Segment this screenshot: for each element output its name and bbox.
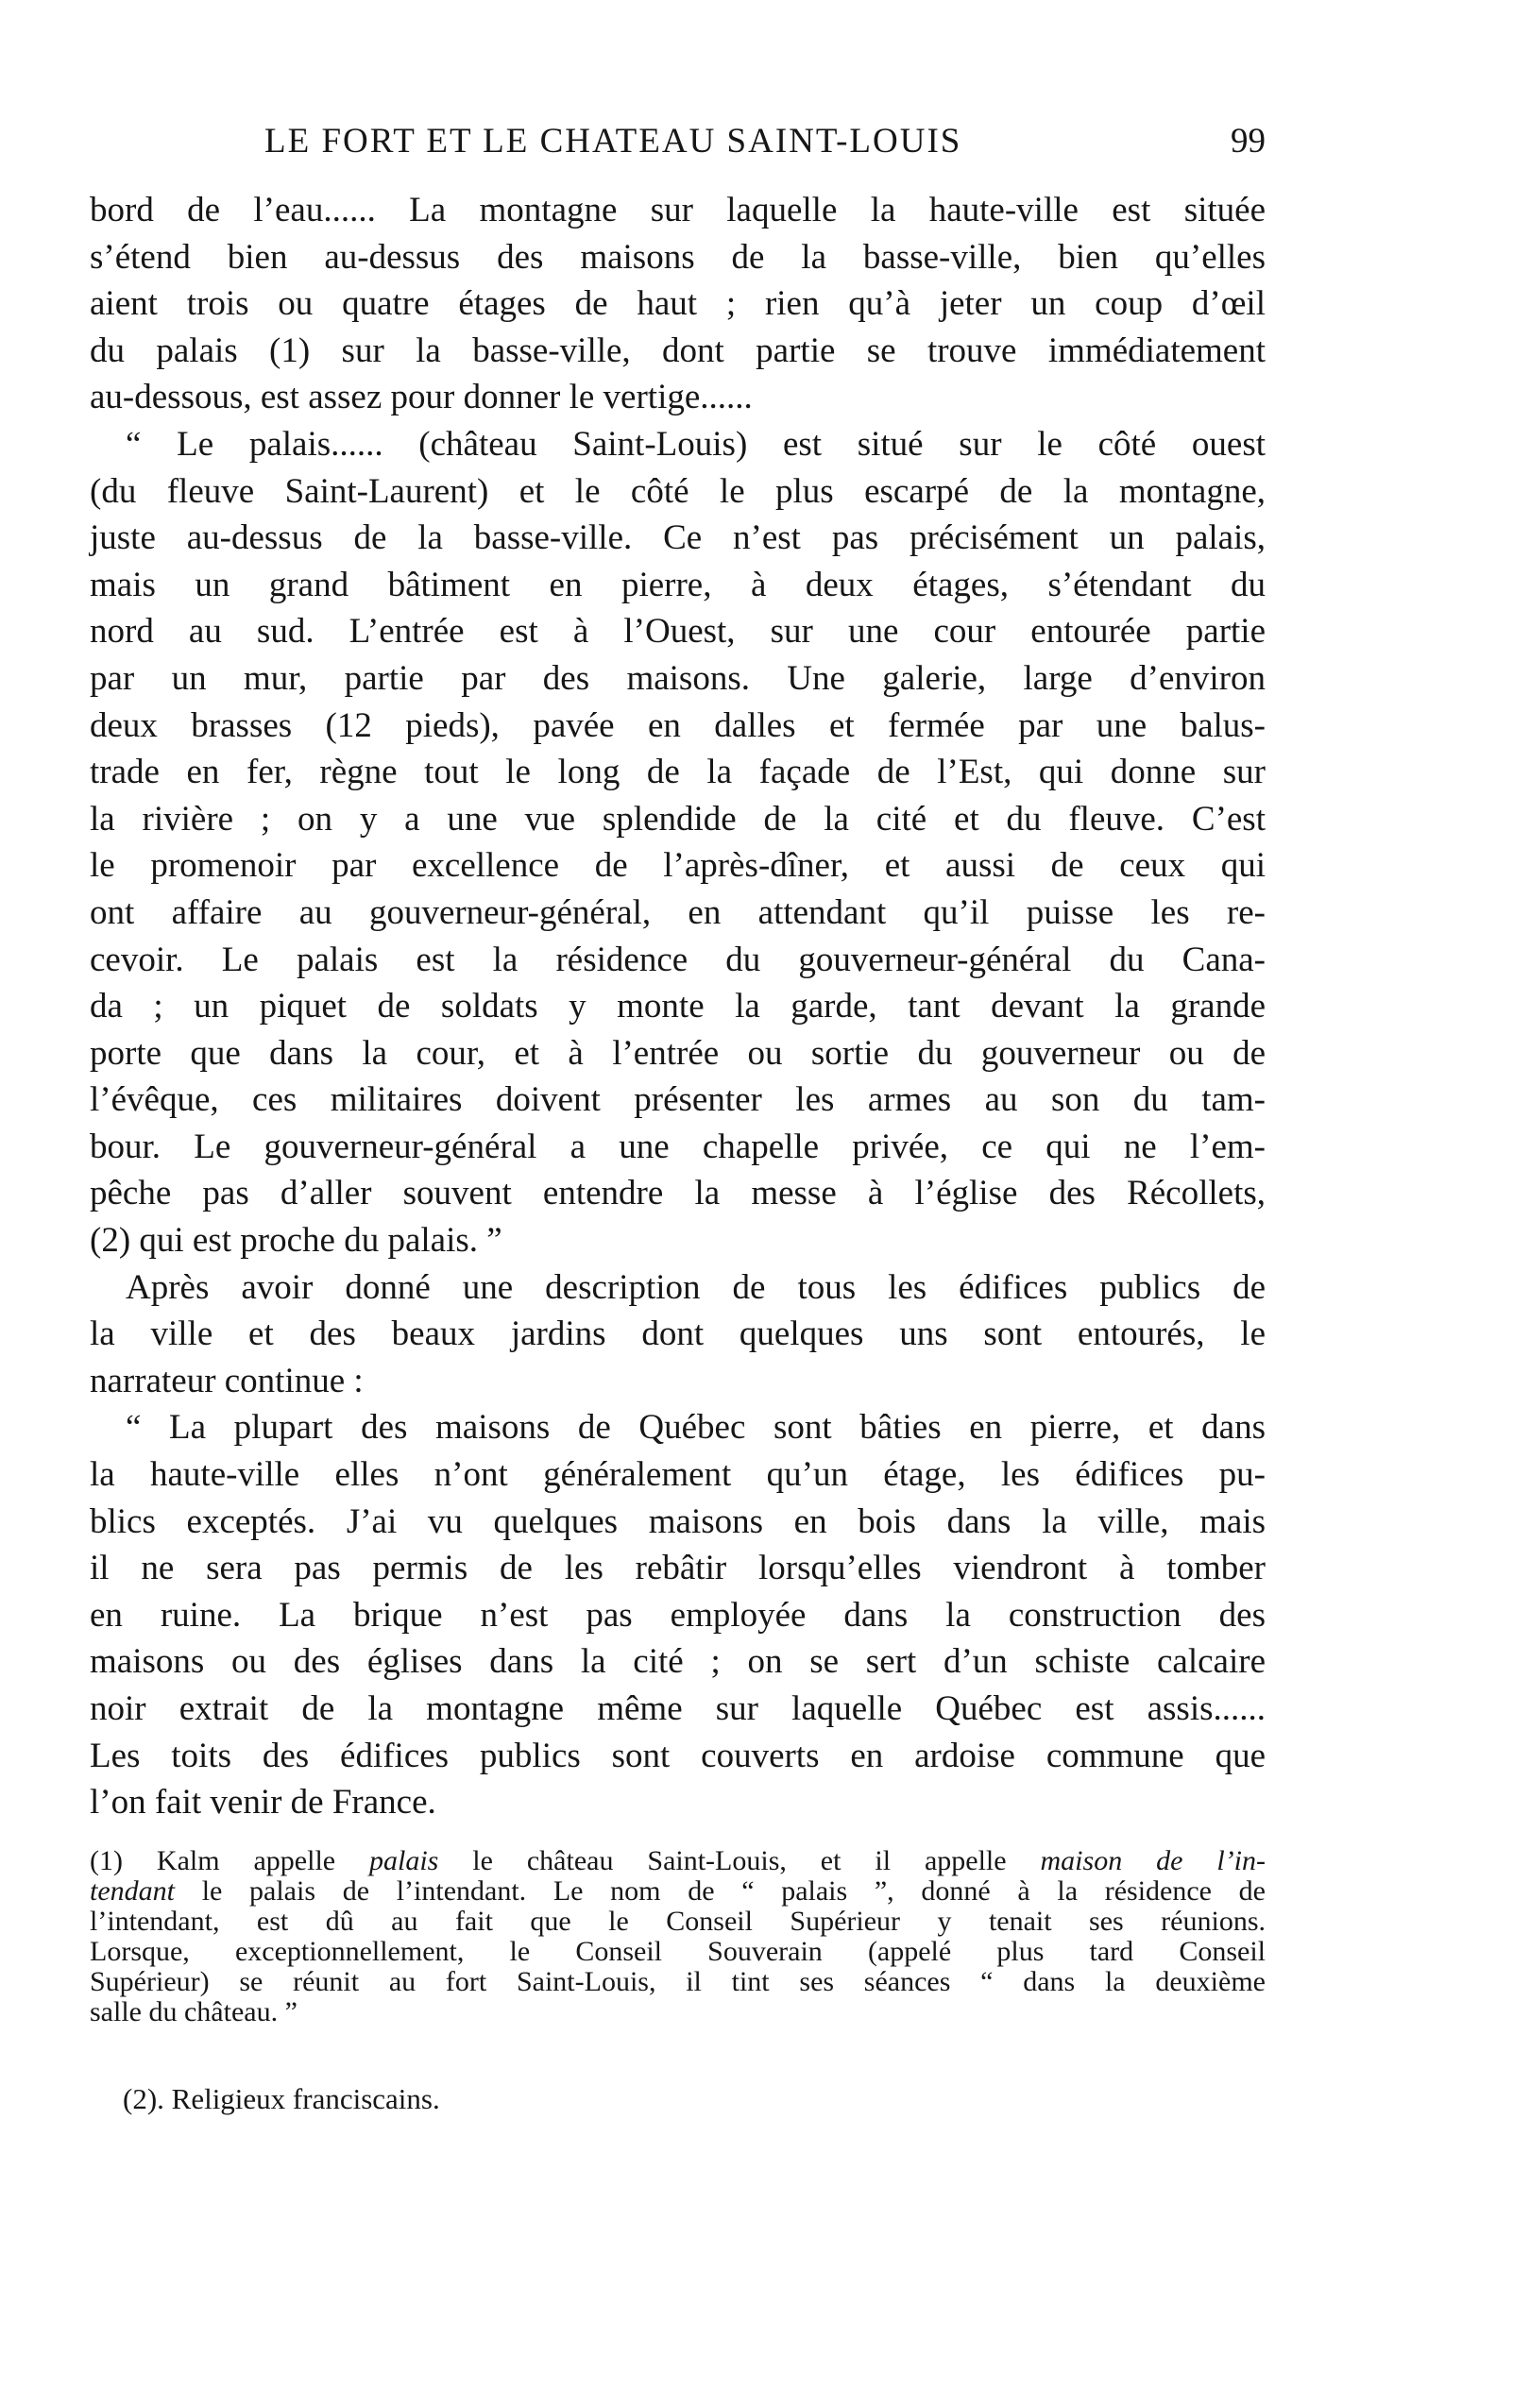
- text-line: noir extrait de la montagne même sur laquelle Québec est assis......: [90, 1689, 1266, 1728]
- text-line: “ La plupart des maisons de Québec sont bâties en pierre, et dans: [126, 1408, 1266, 1448]
- text-line: da ; un piquet de soldats y monte la garde, tant devant la grande: [90, 987, 1266, 1026]
- footnote-1-line: [90, 1876, 1266, 1907]
- running-head: [264, 121, 1266, 168]
- running-title: LE FORT ET LE CHATEAU SAINT-LOUIS: [264, 122, 962, 161]
- footnote-1-line: Supérieur) se réunit au fort Saint-Louis, il tint ses séances “ dans la deuxième: [90, 1966, 1266, 1997]
- text-line: “ Le palais...... (château Saint-Louis) est situé sur le côté ouest: [126, 424, 1266, 464]
- footnotes: [90, 1846, 1266, 2027]
- text-line: porte que dans la cour, et à l’entrée ou sortie du gouverneur ou de: [90, 1033, 1266, 1073]
- text-line: blics exceptés. J’ai vu quelques maisons en bois dans la ville, mais: [90, 1501, 1266, 1541]
- text-line: il ne sera pas permis de les rebâtir lorsqu’elles viendront à tomber: [90, 1549, 1266, 1588]
- text-line: (2) qui est proche du palais. ”: [90, 1221, 502, 1261]
- text-line: du palais (1) sur la basse-ville, dont partie se trouve immédiatement: [90, 331, 1266, 370]
- text-line: (du fleuve Saint-Laurent) et le côté le plus escarpé de la montagne,: [90, 471, 1266, 511]
- footnote-2: (2). Religieux franciscains.: [123, 2082, 440, 2115]
- text-line: la haute-ville elles n’ont généralement qu’un étage, les édifices pu-: [90, 1455, 1266, 1495]
- text-line: maisons ou des églises dans la cité ; on se sert d’un schiste calcaire: [90, 1642, 1266, 1682]
- footnote-text: le palais de l’intendant. Le nom de “ palais ”, donné à la résidence de: [175, 1875, 1266, 1907]
- text-line: pêche pas d’aller souvent entendre la messe à l’église des Récollets,: [90, 1174, 1266, 1213]
- text-line: le promenoir par excellence de l’après-dîner, et aussi de ceux qui: [90, 846, 1266, 886]
- text-line: au-dessous, est assez pour donner le vertige......: [90, 378, 753, 417]
- text-line: l’on fait venir de France.: [90, 1783, 436, 1823]
- text-line: nord au sud. L’entrée est à l’Ouest, sur une cour entourée partie: [90, 612, 1266, 652]
- text-line: bour. Le gouverneur-général a une chapelle privée, ce qui ne l’em-: [90, 1127, 1266, 1166]
- footnote-italic-text: tendant: [90, 1875, 175, 1907]
- footnote-1-line: [90, 1846, 1266, 1876]
- footnote-1-line: Lorsque, exceptionnellement, le Conseil Souverain (appelé plus tard Conseil: [90, 1936, 1266, 1967]
- text-line: bord de l’eau...... La montagne sur laquelle la haute-ville est située: [90, 191, 1266, 229]
- text-line: deux brasses (12 pieds), pavée en dalles et fermée par une balus-: [90, 705, 1266, 745]
- text-line: s’étend bien au-dessus des maisons de la basse-ville, bien qu’elles: [90, 237, 1266, 277]
- text-line: l’évêque, ces militaires doivent présenter les armes au son du tam-: [90, 1080, 1266, 1120]
- text-line: aient trois ou quatre étages de haut ; rien qu’à jeter un coup d’œil: [90, 284, 1266, 324]
- footnote-italic-text: palais: [369, 1845, 439, 1876]
- footnote-1-line: salle du château. ”: [90, 1996, 298, 2027]
- text-line: par un mur, partie par des maisons. Une galerie, large d’environ: [90, 658, 1266, 698]
- text-line: cevoir. Le palais est la résidence du gouverneur-général du Cana-: [90, 940, 1266, 979]
- text-line: ont affaire au gouverneur-général, en attendant qu’il puisse les re-: [90, 892, 1266, 932]
- footnote-1-line: l’intendant, est dû au fait que le Conseil Supérieur y tenait ses réunions.: [90, 1906, 1266, 1937]
- text-line: trade en fer, règne tout le long de la façade de l’Est, qui donne sur: [90, 753, 1266, 792]
- text-line: juste au-dessus de la basse-ville. Ce n’est pas précisément un palais,: [90, 518, 1266, 558]
- footnote-text: (1) Kalm appelle: [90, 1845, 370, 1876]
- text-line: en ruine. La brique n’est pas employée dans la construction des: [90, 1595, 1266, 1635]
- page-number: 99: [1231, 122, 1266, 161]
- text-line: Les toits des édifices publics sont couverts en ardoise commune que: [90, 1736, 1266, 1775]
- text-line: narrateur continue :: [90, 1361, 364, 1400]
- text-line: la ville et des beaux jardins dont quelques uns sont entourés, le: [90, 1314, 1266, 1354]
- text-line: mais un grand bâtiment en pierre, à deux étages, s’étendant du: [90, 565, 1266, 604]
- footnote-italic-text: maison de l’in-: [1040, 1845, 1266, 1876]
- footnote-text: le château Saint-Louis, et il appelle: [438, 1845, 1041, 1876]
- text-line: la rivière ; on y a une vue splendide de la cité et du fleuve. C’est: [90, 799, 1266, 839]
- text-line: Après avoir donné une description de tous les édifices publics de: [126, 1267, 1266, 1307]
- body-text: [90, 187, 1266, 1826]
